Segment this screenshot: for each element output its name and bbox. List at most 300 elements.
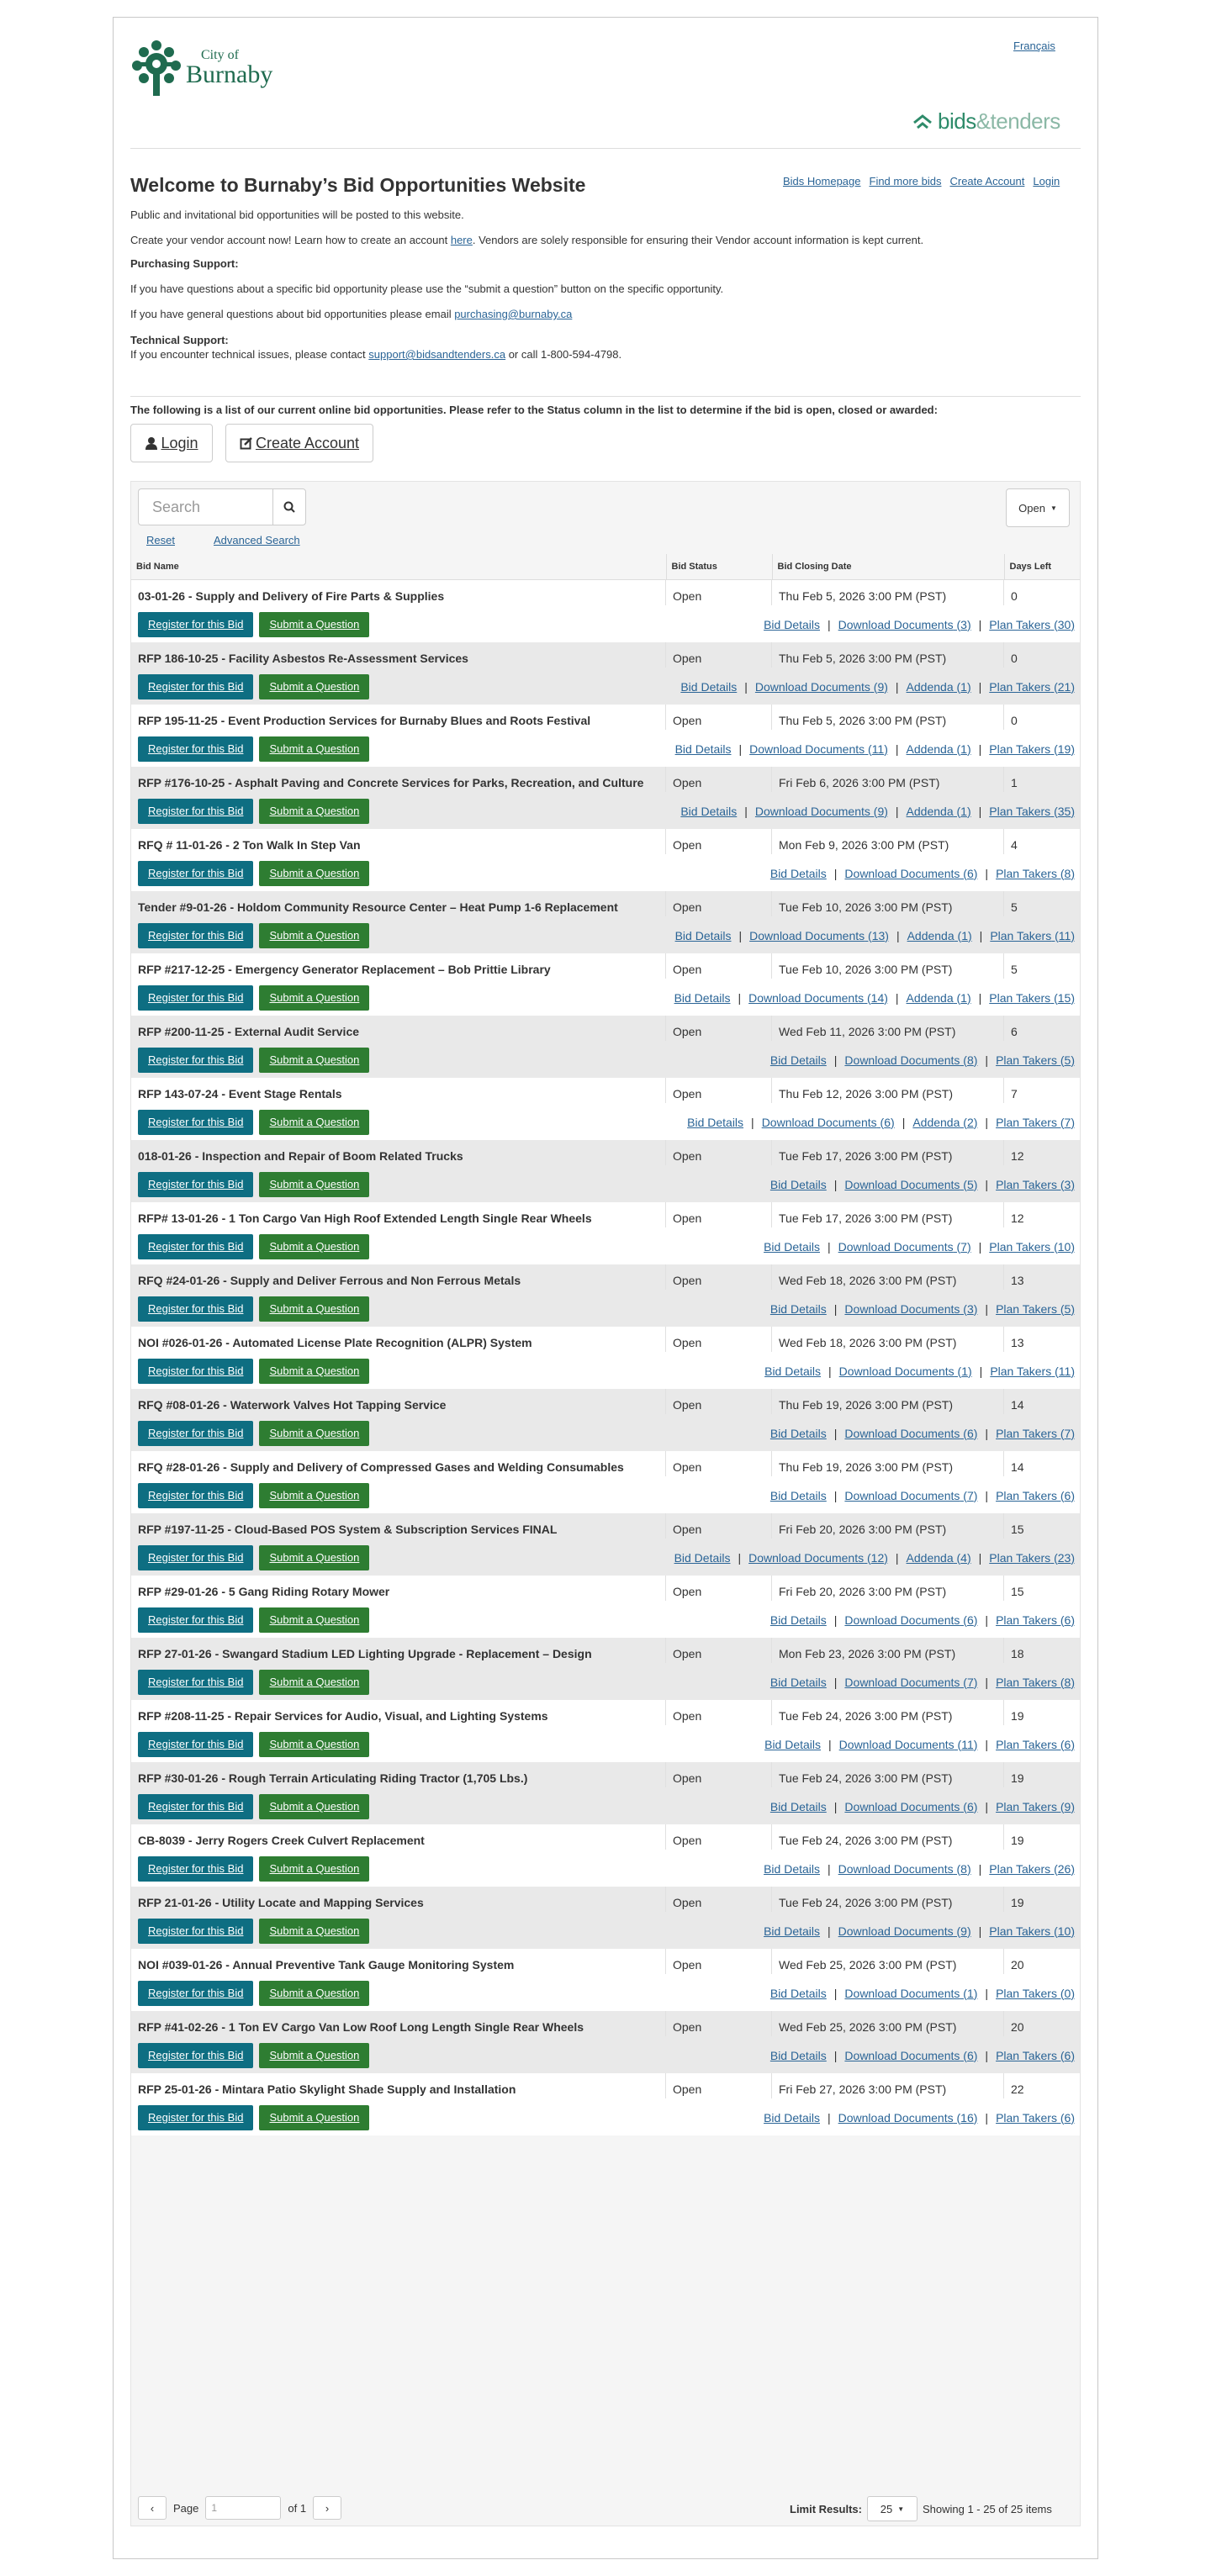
table-row bbox=[131, 1576, 1080, 1638]
addenda-label: Addenda bbox=[906, 679, 954, 694]
submit-question-button[interactable]: Submit a Question bbox=[259, 1545, 369, 1570]
plan-takers-link[interactable]: Plan Takers (23) bbox=[989, 1550, 1075, 1565]
plan-takers-label: Plan Takers bbox=[989, 617, 1051, 631]
bid-links bbox=[764, 618, 1075, 631]
plan-takers-link[interactable]: Plan Takers (6) bbox=[996, 1613, 1075, 1627]
download-documents-link[interactable]: Download Documents (1) bbox=[838, 1364, 972, 1378]
bid-details-link[interactable]: Bid Details bbox=[769, 1488, 827, 1502]
download-documents-link[interactable]: Download Documents (6) bbox=[844, 1613, 978, 1627]
bid-buttons bbox=[138, 1919, 369, 1944]
register-button[interactable]: Register for this Bid bbox=[138, 1172, 253, 1197]
register-button[interactable]: Register for this Bid bbox=[138, 1670, 253, 1695]
download-documents-link[interactable]: Download Documents (6) bbox=[844, 1426, 978, 1440]
next-page-button[interactable] bbox=[313, 2496, 341, 2520]
register-button[interactable]: Register for this Bid bbox=[138, 861, 253, 886]
plan-takers-label: Plan Takers bbox=[989, 1239, 1051, 1254]
submit-question-button[interactable]: Submit a Question bbox=[259, 2043, 369, 2068]
link-separator: | bbox=[896, 928, 900, 942]
account-help-link[interactable]: here bbox=[450, 234, 473, 246]
plan-takers-link[interactable]: Plan Takers (6) bbox=[996, 1737, 1075, 1751]
register-button[interactable]: Register for this Bid bbox=[138, 1296, 253, 1322]
bid-details-link[interactable]: Bid Details bbox=[769, 1177, 827, 1191]
search-button[interactable] bbox=[272, 488, 306, 525]
download-documents-link[interactable]: Download Documents (9) bbox=[754, 679, 888, 694]
submit-question-button[interactable]: Submit a Question bbox=[259, 1670, 369, 1695]
submit-question-button[interactable]: Submit a Question bbox=[259, 1296, 369, 1322]
plan-takers-link[interactable]: Plan Takers (19) bbox=[989, 742, 1075, 756]
limit-results bbox=[790, 2496, 1052, 2521]
bid-closing-date: Fri Feb 6, 2026 3:00 PM (PST) bbox=[772, 767, 1004, 792]
bid-status: Open bbox=[666, 1202, 772, 1227]
bid-details-link[interactable]: Bid Details bbox=[769, 1613, 827, 1627]
page-number-input[interactable] bbox=[205, 2496, 281, 2520]
download-documents-link[interactable]: Download Documents (1) bbox=[844, 1986, 978, 2000]
link-separator: | bbox=[833, 1301, 838, 1316]
download-count: 9 bbox=[877, 679, 885, 694]
page-of-label: of 1 bbox=[288, 2501, 307, 2515]
bid-name: RFP #217-12-25 - Emergency Generator Replacement – Bob Prittie Library bbox=[131, 953, 666, 979]
bid-days-left: 6 bbox=[1011, 1024, 1018, 1038]
plan-takers-link[interactable]: Plan Takers (11) bbox=[990, 928, 1075, 942]
submit-question-button[interactable]: Submit a Question bbox=[259, 1981, 369, 2006]
bid-name: 03-01-26 - Supply and Delivery of Fire Parts & Supplies bbox=[131, 580, 666, 605]
download-count: 12 bbox=[870, 1550, 885, 1565]
download-documents-link[interactable]: Download Documents (8) bbox=[844, 1053, 978, 1067]
download-label: Download Documents bbox=[754, 679, 870, 694]
addenda-count: 1 bbox=[960, 679, 967, 694]
bid-status: Open bbox=[666, 1638, 772, 1663]
submit-question-button[interactable]: Submit a Question bbox=[259, 1048, 369, 1073]
submit-question-button[interactable]: Submit a Question bbox=[259, 1421, 369, 1446]
bid-details-link[interactable]: Bid Details bbox=[687, 1115, 744, 1129]
addenda-link[interactable]: Addenda (1) bbox=[906, 990, 971, 1005]
bid-closing-date: Thu Feb 19, 2026 3:00 PM (PST) bbox=[772, 1451, 1004, 1476]
bid-name: RFP #200-11-25 - External Audit Service bbox=[131, 1016, 666, 1041]
submit-question-button[interactable]: Submit a Question bbox=[259, 923, 369, 948]
download-documents-link[interactable]: Download Documents (7) bbox=[844, 1675, 978, 1689]
bid-status: Open bbox=[666, 1140, 772, 1165]
submit-question-button[interactable]: Submit a Question bbox=[259, 1483, 369, 1508]
plan-takers-link[interactable]: Plan Takers (15) bbox=[989, 990, 1075, 1005]
bids-and-tenders-logo[interactable] bbox=[912, 108, 1060, 135]
plan-takers-link[interactable]: Plan Takers (3) bbox=[996, 1177, 1075, 1191]
bid-details-link[interactable]: Bid Details bbox=[764, 617, 820, 631]
bid-buttons bbox=[138, 1421, 369, 1446]
plan-takers-link[interactable]: Plan Takers (6) bbox=[996, 2048, 1075, 2062]
link-separator: | bbox=[979, 928, 983, 942]
addenda-link[interactable]: Addenda (1) bbox=[906, 804, 971, 818]
bid-details-link[interactable]: Bid Details bbox=[764, 1239, 820, 1254]
download-documents-link[interactable]: Download Documents (9) bbox=[754, 804, 888, 818]
support-email-link[interactable]: support@bidsandtenders.ca bbox=[368, 348, 506, 361]
register-button[interactable]: Register for this Bid bbox=[138, 674, 253, 699]
bid-actions bbox=[131, 1110, 1080, 1140]
download-documents-link[interactable]: Download Documents (7) bbox=[838, 1239, 971, 1254]
technical-line bbox=[130, 347, 621, 362]
plan-takers-link[interactable]: Plan Takers (8) bbox=[996, 1675, 1075, 1689]
col-bid-name[interactable]: Bid Name bbox=[131, 554, 666, 579]
bid-details-link[interactable]: Bid Details bbox=[764, 1924, 820, 1938]
bid-buttons bbox=[138, 736, 369, 762]
bid-links bbox=[770, 1302, 1075, 1316]
submit-question-button[interactable]: Submit a Question bbox=[259, 2105, 369, 2130]
register-button[interactable]: Register for this Bid bbox=[138, 1048, 253, 1073]
bid-closing-date: Tue Feb 24, 2026 3:00 PM (PST) bbox=[772, 1762, 1004, 1787]
addenda-label: Addenda bbox=[906, 804, 954, 818]
bid-actions bbox=[131, 2043, 1080, 2073]
bid-actions bbox=[131, 612, 1080, 642]
download-label: Download Documents bbox=[838, 1861, 954, 1876]
bid-closing-date: Tue Feb 17, 2026 3:00 PM (PST) bbox=[772, 1140, 1004, 1165]
plan-takers-count: 19 bbox=[1057, 742, 1071, 756]
bid-details-link[interactable]: Bid Details bbox=[769, 1675, 827, 1689]
bid-actions bbox=[131, 2105, 1080, 2135]
plan-takers-label: Plan Takers bbox=[996, 1177, 1057, 1191]
list-notice: The following is a list of our current online bid opportunities. Please refer to the Status column in the list to determine if the bid is open, closed or awarded: bbox=[130, 404, 938, 416]
register-button[interactable]: Register for this Bid bbox=[138, 1794, 253, 1819]
submit-question-button[interactable]: Submit a Question bbox=[259, 1359, 369, 1384]
plan-takers-link[interactable]: Plan Takers (0) bbox=[996, 1986, 1075, 2000]
bid-details-link[interactable]: Bid Details bbox=[769, 1799, 827, 1813]
download-documents-link[interactable]: Download Documents (6) bbox=[844, 2048, 978, 2062]
addenda-count: 1 bbox=[960, 742, 967, 756]
reset-link[interactable]: Reset bbox=[146, 534, 175, 546]
page-container bbox=[113, 17, 1098, 2559]
bid-status: Open bbox=[666, 642, 772, 668]
plan-takers-label: Plan Takers bbox=[996, 1737, 1057, 1751]
submit-question-button[interactable]: Submit a Question bbox=[259, 1607, 369, 1633]
plan-takers-link[interactable]: Plan Takers (6) bbox=[996, 2110, 1075, 2125]
register-button[interactable]: Register for this Bid bbox=[138, 1856, 253, 1882]
bid-name: RFP 27-01-26 - Swangard Stadium LED Lighting Upgrade - Replacement – Design bbox=[131, 1638, 666, 1663]
plan-takers-label: Plan Takers bbox=[996, 1301, 1057, 1316]
download-documents-link[interactable]: Download Documents (12) bbox=[748, 1550, 888, 1565]
download-label: Download Documents bbox=[749, 928, 865, 942]
plan-takers-label: Plan Takers bbox=[989, 742, 1051, 756]
download-label: Download Documents bbox=[844, 1986, 960, 2000]
login-button-label: Login bbox=[161, 434, 198, 451]
find-more-bids-link[interactable]: Find more bids bbox=[869, 175, 942, 187]
download-documents-link[interactable]: Download Documents (7) bbox=[844, 1488, 978, 1502]
download-label: Download Documents bbox=[844, 1426, 960, 1440]
login-link[interactable]: Login bbox=[1033, 175, 1060, 187]
download-count: 7 bbox=[966, 1675, 974, 1689]
bids-and-tenders-icon bbox=[912, 114, 933, 129]
link-separator: | bbox=[833, 1488, 838, 1502]
bid-days-left: 7 bbox=[1011, 1086, 1018, 1101]
submit-question-button[interactable]: Submit a Question bbox=[259, 1794, 369, 1819]
link-separator: | bbox=[833, 2048, 838, 2062]
bid-days-left: 18 bbox=[1011, 1646, 1024, 1660]
bid-details-link[interactable]: Bid Details bbox=[769, 1301, 827, 1316]
register-button[interactable]: Register for this Bid bbox=[138, 1981, 253, 2006]
bid-actions bbox=[131, 1981, 1080, 2011]
plan-takers-count: 11 bbox=[1058, 1364, 1071, 1378]
link-separator: | bbox=[985, 1426, 989, 1440]
bid-status: Open bbox=[666, 2011, 772, 2036]
bid-details-link[interactable]: Bid Details bbox=[769, 2048, 827, 2062]
plan-takers-label: Plan Takers bbox=[996, 1986, 1057, 2000]
bid-status: Open bbox=[666, 1762, 772, 1787]
download-documents-link[interactable]: Download Documents (3) bbox=[844, 1301, 978, 1316]
register-button[interactable]: Register for this Bid bbox=[138, 1732, 253, 1757]
bid-status: Open bbox=[666, 1327, 772, 1352]
bid-details-link[interactable]: Bid Details bbox=[764, 1737, 822, 1751]
table-row bbox=[131, 1451, 1080, 1513]
bid-closing-date: Wed Feb 18, 2026 3:00 PM (PST) bbox=[772, 1264, 1004, 1290]
plan-takers-link[interactable]: Plan Takers (21) bbox=[989, 679, 1075, 694]
submit-question-button[interactable]: Submit a Question bbox=[259, 612, 369, 637]
download-documents-link[interactable]: Download Documents (3) bbox=[838, 617, 971, 631]
register-button[interactable]: Register for this Bid bbox=[138, 2105, 253, 2130]
bid-buttons bbox=[138, 2043, 369, 2068]
bid-actions bbox=[131, 1856, 1080, 1887]
bid-details-link[interactable]: Bid Details bbox=[680, 679, 738, 694]
download-documents-link[interactable]: Download Documents (16) bbox=[838, 2110, 978, 2125]
bid-days-left: 0 bbox=[1011, 589, 1018, 603]
bid-details-link[interactable]: Bid Details bbox=[764, 1364, 822, 1378]
plan-takers-link[interactable]: Plan Takers (10) bbox=[989, 1924, 1075, 1938]
register-button[interactable]: Register for this Bid bbox=[138, 1421, 253, 1446]
download-count: 11 bbox=[871, 742, 885, 756]
plan-takers-link[interactable]: Plan Takers (26) bbox=[989, 1861, 1075, 1876]
plan-takers-count: 6 bbox=[1064, 1737, 1071, 1751]
bid-buttons bbox=[138, 1359, 369, 1384]
download-documents-link[interactable]: Download Documents (6) bbox=[761, 1115, 895, 1129]
bid-closing-date: Wed Feb 18, 2026 3:00 PM (PST) bbox=[772, 1327, 1004, 1352]
bid-days-left: 14 bbox=[1011, 1397, 1024, 1412]
bid-details-link[interactable]: Bid Details bbox=[769, 1426, 827, 1440]
addenda-label: Addenda bbox=[906, 742, 954, 756]
submit-question-button[interactable]: Submit a Question bbox=[259, 799, 369, 824]
download-count: 14 bbox=[870, 990, 885, 1005]
plan-takers-link[interactable]: Plan Takers (7) bbox=[996, 1115, 1075, 1129]
submit-question-button[interactable]: Submit a Question bbox=[259, 1172, 369, 1197]
plan-takers-link[interactable]: Plan Takers (8) bbox=[996, 866, 1075, 880]
register-button[interactable]: Register for this Bid bbox=[138, 1234, 253, 1259]
bid-closing-date: Wed Feb 11, 2026 3:00 PM (PST) bbox=[772, 1016, 1004, 1041]
bid-name: RFP 143-07-24 - Event Stage Rentals bbox=[131, 1078, 666, 1103]
addenda-link[interactable]: Addenda (1) bbox=[907, 928, 972, 942]
link-separator: | bbox=[895, 742, 899, 756]
bid-links bbox=[764, 1240, 1075, 1254]
plan-takers-count: 9 bbox=[1064, 1799, 1071, 1813]
submit-question-button[interactable]: Submit a Question bbox=[259, 985, 369, 1011]
link-separator: | bbox=[738, 928, 743, 942]
plan-takers-link[interactable]: Plan Takers (5) bbox=[996, 1053, 1075, 1067]
download-documents-link[interactable]: Download Documents (8) bbox=[838, 1861, 971, 1876]
plan-takers-link[interactable]: Plan Takers (9) bbox=[996, 1799, 1075, 1813]
purchasing-email-link[interactable]: purchasing@burnaby.ca bbox=[454, 308, 573, 320]
register-button[interactable]: Register for this Bid bbox=[138, 923, 253, 948]
link-separator: | bbox=[985, 1613, 989, 1627]
link-separator: | bbox=[895, 1550, 899, 1565]
bid-buttons bbox=[138, 1670, 369, 1695]
register-button[interactable]: Register for this Bid bbox=[138, 1607, 253, 1633]
register-button[interactable]: Register for this Bid bbox=[138, 736, 253, 762]
register-button[interactable]: Register for this Bid bbox=[138, 612, 253, 637]
table-row bbox=[131, 1202, 1080, 1264]
download-documents-link[interactable]: Download Documents (6) bbox=[844, 866, 978, 880]
bid-actions bbox=[131, 674, 1080, 705]
bid-name: RFP #29-01-26 - 5 Gang Riding Rotary Mower bbox=[131, 1576, 666, 1601]
bid-name: Tender #9-01-26 - Holdom Community Resource Center – Heat Pump 1-6 Replacement bbox=[131, 891, 666, 916]
burnaby-logo[interactable] bbox=[130, 39, 272, 98]
plan-takers-label: Plan Takers bbox=[990, 1364, 1052, 1378]
submit-question-button[interactable]: Submit a Question bbox=[259, 1919, 369, 1944]
register-button[interactable]: Register for this Bid bbox=[138, 985, 253, 1011]
table-row bbox=[131, 1016, 1080, 1078]
limit-dropdown[interactable] bbox=[867, 2496, 918, 2521]
link-separator: | bbox=[978, 1861, 982, 1876]
link-separator: | bbox=[828, 617, 831, 631]
prev-page-button[interactable] bbox=[138, 2496, 167, 2520]
bid-actions bbox=[131, 1296, 1080, 1327]
bid-details-link[interactable]: Bid Details bbox=[674, 742, 732, 756]
submit-question-button[interactable]: Submit a Question bbox=[259, 1234, 369, 1259]
plan-takers-link[interactable]: Plan Takers (7) bbox=[996, 1426, 1075, 1440]
addenda-link[interactable]: Addenda (1) bbox=[906, 742, 971, 756]
table-row bbox=[131, 1762, 1080, 1824]
register-button[interactable]: Register for this Bid bbox=[138, 1483, 253, 1508]
language-link[interactable]: Français bbox=[1013, 40, 1055, 52]
submit-question-button[interactable]: Submit a Question bbox=[259, 1110, 369, 1135]
register-button[interactable]: Register for this Bid bbox=[138, 1545, 253, 1570]
link-separator: | bbox=[828, 1861, 831, 1876]
col-closing-date[interactable]: Bid Closing Date bbox=[772, 554, 1004, 579]
bid-closing-date: Thu Feb 5, 2026 3:00 PM (PST) bbox=[772, 580, 1004, 605]
submit-question-button[interactable]: Submit a Question bbox=[259, 736, 369, 762]
download-label: Download Documents bbox=[761, 1115, 877, 1129]
download-count: 6 bbox=[966, 866, 974, 880]
download-label: Download Documents bbox=[844, 1488, 960, 1502]
addenda-link[interactable]: Addenda (2) bbox=[912, 1115, 978, 1129]
addenda-link[interactable]: Addenda (4) bbox=[906, 1550, 971, 1565]
download-documents-link[interactable]: Download Documents (11) bbox=[838, 1737, 978, 1751]
download-label: Download Documents bbox=[844, 866, 960, 880]
bid-closing-date: Tue Feb 24, 2026 3:00 PM (PST) bbox=[772, 1824, 1004, 1850]
bid-days-left: 5 bbox=[1011, 900, 1018, 914]
plan-takers-link[interactable]: Plan Takers (11) bbox=[990, 1364, 1075, 1378]
download-count: 1 bbox=[966, 1986, 974, 2000]
bid-actions bbox=[131, 1483, 1080, 1513]
addenda-count: 1 bbox=[960, 990, 967, 1005]
plan-takers-link[interactable]: Plan Takers (30) bbox=[989, 617, 1075, 631]
register-button[interactable]: Register for this Bid bbox=[138, 1919, 253, 1944]
advanced-search-link[interactable]: Advanced Search bbox=[214, 534, 300, 546]
bid-details-link[interactable]: Bid Details bbox=[764, 1861, 820, 1876]
col-bid-status[interactable]: Bid Status bbox=[666, 554, 772, 579]
link-separator: | bbox=[833, 866, 838, 880]
plan-takers-link[interactable]: Plan Takers (35) bbox=[989, 804, 1075, 818]
download-label: Download Documents bbox=[838, 1364, 955, 1378]
plan-takers-label: Plan Takers bbox=[996, 866, 1057, 880]
bid-closing-date: Thu Feb 5, 2026 3:00 PM (PST) bbox=[772, 642, 1004, 668]
bid-name: NOI #026-01-26 - Automated License Plate Recognition (ALPR) System bbox=[131, 1327, 666, 1352]
register-button[interactable]: Register for this Bid bbox=[138, 799, 253, 824]
bid-details-link[interactable]: Bid Details bbox=[674, 1550, 731, 1565]
bid-name: RFP 25-01-26 - Mintara Patio Skylight Shade Supply and Installation bbox=[131, 2073, 666, 2098]
plan-takers-label: Plan Takers bbox=[996, 2110, 1057, 2125]
download-count: 3 bbox=[960, 617, 967, 631]
register-button[interactable]: Register for this Bid bbox=[138, 1110, 253, 1135]
col-days-left[interactable]: Days Left bbox=[1004, 554, 1080, 579]
submit-question-button[interactable]: Submit a Question bbox=[259, 1732, 369, 1757]
create-account-button[interactable] bbox=[225, 424, 373, 462]
download-count: 9 bbox=[960, 1924, 967, 1938]
bid-days-left: 19 bbox=[1011, 1771, 1024, 1785]
bid-actions bbox=[131, 799, 1080, 829]
bid-details-link[interactable]: Bid Details bbox=[764, 2110, 820, 2125]
create-account-link[interactable]: Create Account bbox=[949, 175, 1025, 187]
bid-details-link[interactable]: Bid Details bbox=[769, 866, 827, 880]
register-button[interactable]: Register for this Bid bbox=[138, 2043, 253, 2068]
submit-question-button[interactable]: Submit a Question bbox=[259, 1856, 369, 1882]
intro-line-2 bbox=[130, 233, 923, 247]
download-documents-link[interactable]: Download Documents (5) bbox=[844, 1177, 978, 1191]
register-button[interactable]: Register for this Bid bbox=[138, 1359, 253, 1384]
plan-takers-link[interactable]: Plan Takers (10) bbox=[989, 1239, 1075, 1254]
plan-takers-label: Plan Takers bbox=[996, 1799, 1057, 1813]
table-row bbox=[131, 1264, 1080, 1327]
bid-closing-date: Thu Feb 5, 2026 3:00 PM (PST) bbox=[772, 705, 1004, 730]
table-row bbox=[131, 1824, 1080, 1887]
plan-takers-count: 6 bbox=[1064, 1613, 1071, 1627]
addenda-link[interactable]: Addenda (1) bbox=[906, 679, 971, 694]
download-documents-link[interactable]: Download Documents (9) bbox=[838, 1924, 971, 1938]
submit-question-button[interactable]: Submit a Question bbox=[259, 674, 369, 699]
login-button[interactable] bbox=[130, 424, 213, 462]
link-separator: | bbox=[979, 1364, 983, 1378]
download-count: 16 bbox=[960, 2110, 974, 2125]
intro-line-1: Public and invitational bid opportunities will be posted to this website. bbox=[130, 209, 464, 221]
bid-details-link[interactable]: Bid Details bbox=[769, 1986, 827, 2000]
table-row bbox=[131, 1887, 1080, 1949]
download-label: Download Documents bbox=[838, 2110, 954, 2125]
download-count: 6 bbox=[884, 1115, 891, 1129]
plan-takers-count: 3 bbox=[1064, 1177, 1071, 1191]
download-label: Download Documents bbox=[748, 1550, 865, 1565]
download-documents-link[interactable]: Download Documents (14) bbox=[748, 990, 888, 1005]
plan-takers-label: Plan Takers bbox=[996, 1426, 1057, 1440]
search-input[interactable] bbox=[138, 488, 272, 525]
bids-homepage-link[interactable]: Bids Homepage bbox=[783, 175, 861, 187]
download-documents-link[interactable]: Download Documents (11) bbox=[749, 742, 888, 756]
table-row bbox=[131, 1140, 1080, 1202]
bid-buttons bbox=[138, 985, 369, 1011]
link-separator: | bbox=[978, 679, 982, 694]
bid-details-link[interactable]: Bid Details bbox=[680, 804, 738, 818]
bid-details-link[interactable]: Bid Details bbox=[674, 990, 731, 1005]
bid-links bbox=[770, 1676, 1075, 1689]
bid-details-link[interactable]: Bid Details bbox=[769, 1053, 827, 1067]
bid-days-left: 14 bbox=[1011, 1460, 1024, 1474]
bid-details-link[interactable]: Bid Details bbox=[674, 928, 732, 942]
download-documents-link[interactable]: Download Documents (6) bbox=[844, 1799, 978, 1813]
submit-question-button[interactable]: Submit a Question bbox=[259, 861, 369, 886]
bid-closing-date: Mon Feb 9, 2026 3:00 PM (PST) bbox=[772, 829, 1004, 854]
bid-buttons bbox=[138, 674, 369, 699]
plan-takers-link[interactable]: Plan Takers (6) bbox=[996, 1488, 1075, 1502]
status-filter-dropdown[interactable] bbox=[1006, 488, 1070, 527]
bid-buttons bbox=[138, 923, 369, 948]
download-count: 6 bbox=[966, 1613, 974, 1627]
link-separator: | bbox=[833, 1426, 838, 1440]
download-documents-link[interactable]: Download Documents (13) bbox=[749, 928, 889, 942]
addenda-label: Addenda bbox=[907, 928, 955, 942]
plan-takers-link[interactable]: Plan Takers (5) bbox=[996, 1301, 1075, 1316]
bid-status: Open bbox=[666, 1078, 772, 1103]
